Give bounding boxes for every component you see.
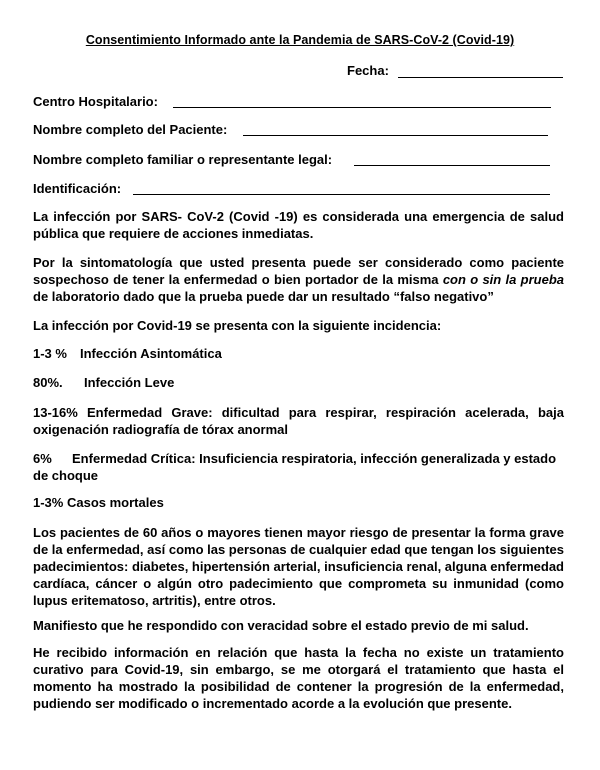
document-title: Consentimiento Informado ante la Pandemia de SARS-CoV-2 (Covid-19) [85,33,515,47]
fecha-label: Fecha: [347,63,389,78]
incidence-pct: 1-3 % [33,346,67,361]
paragraph-veracidad: Manifiesto que he respondido con veracidad sobre el estado previo de mi salud. [33,618,529,633]
paragraph-tratamiento: He recibido información en relación que hasta la fecha no existe un tratamiento curativo para Covid-19, sin embargo, se me otorgará el tratamiento que hasta el momento ha mostrado la posibilidad de contener la progresión de la enfermedad, pudiendo ser modificado o incrementado acorde a la evolución que presente. [33,645,564,711]
identificacion-label: Identificación: [33,181,122,196]
incidence-row [33,450,564,484]
incidence-text: Casos mortales [66,495,164,510]
incidence-row [33,375,174,390]
incidence-text: Enfermedad Grave: dificultad para respirar, respiración acelerada, baja oxigenación radiografía de tórax anormal [33,405,564,437]
familiar-label: Nombre completo familiar o representante legal: [33,152,333,167]
paragraph-sintomatologia [33,254,564,305]
incidence-pct: 13-16% [33,405,78,420]
paciente-field[interactable] [243,135,548,136]
paragraph-sintomatologia-start: Por la sintomatología que usted presenta puede ser considerado como paciente sospechoso de tener la enfermedad o bien portador de la misma [33,255,564,287]
incidence-row [33,404,564,438]
fecha-field[interactable] [398,77,563,78]
incidence-text: Infección Leve [84,375,175,390]
incidence-pct: 80%. [33,375,63,390]
incidence-row [33,346,222,361]
incidence-pct: 1-3% [33,495,64,510]
familiar-field[interactable] [354,165,550,166]
incidence-text: Enfermedad Crítica: Insuficiencia respiratoria, infección generalizada y estado de choque [33,451,557,483]
paragraph-incidencia-intro: La infección por Covid-19 se presenta con la siguiente incidencia: [33,318,442,333]
incidence-row [33,495,164,510]
paragraph-riesgo: Los pacientes de 60 años o mayores tienen mayor riesgo de presentar la forma grave de la enfermedad, así como las personas de cualquier edad que tengan los siguientes padecimientos: diabetes, hipertensión arterial, insuficiencia renal, alguna enfermedad cardíaca, cáncer o algún otro padecimiento que comprometa su inmunidad (como lupus eritematoso, artritis), entre otros. [33,525,564,608]
centro-label: Centro Hospitalario: [33,94,158,109]
incidence-pct: 6% [33,451,52,466]
incidence-text: Infección Asintomática [80,346,222,361]
paragraph-sintomatologia-end: de laboratorio dado que la prueba puede dar un resultado “falso negativo” [33,289,494,304]
centro-field[interactable] [173,107,551,108]
paragraph-emergencia: La infección por SARS- CoV-2 (Covid -19) es considerada una emergencia de salud pública que requiere de acciones inmediatas. [33,209,564,241]
paragraph-sintomatologia-italic: con o sin la prueba [442,272,564,287]
identificacion-field[interactable] [133,194,550,195]
paciente-label: Nombre completo del Paciente: [33,122,228,137]
